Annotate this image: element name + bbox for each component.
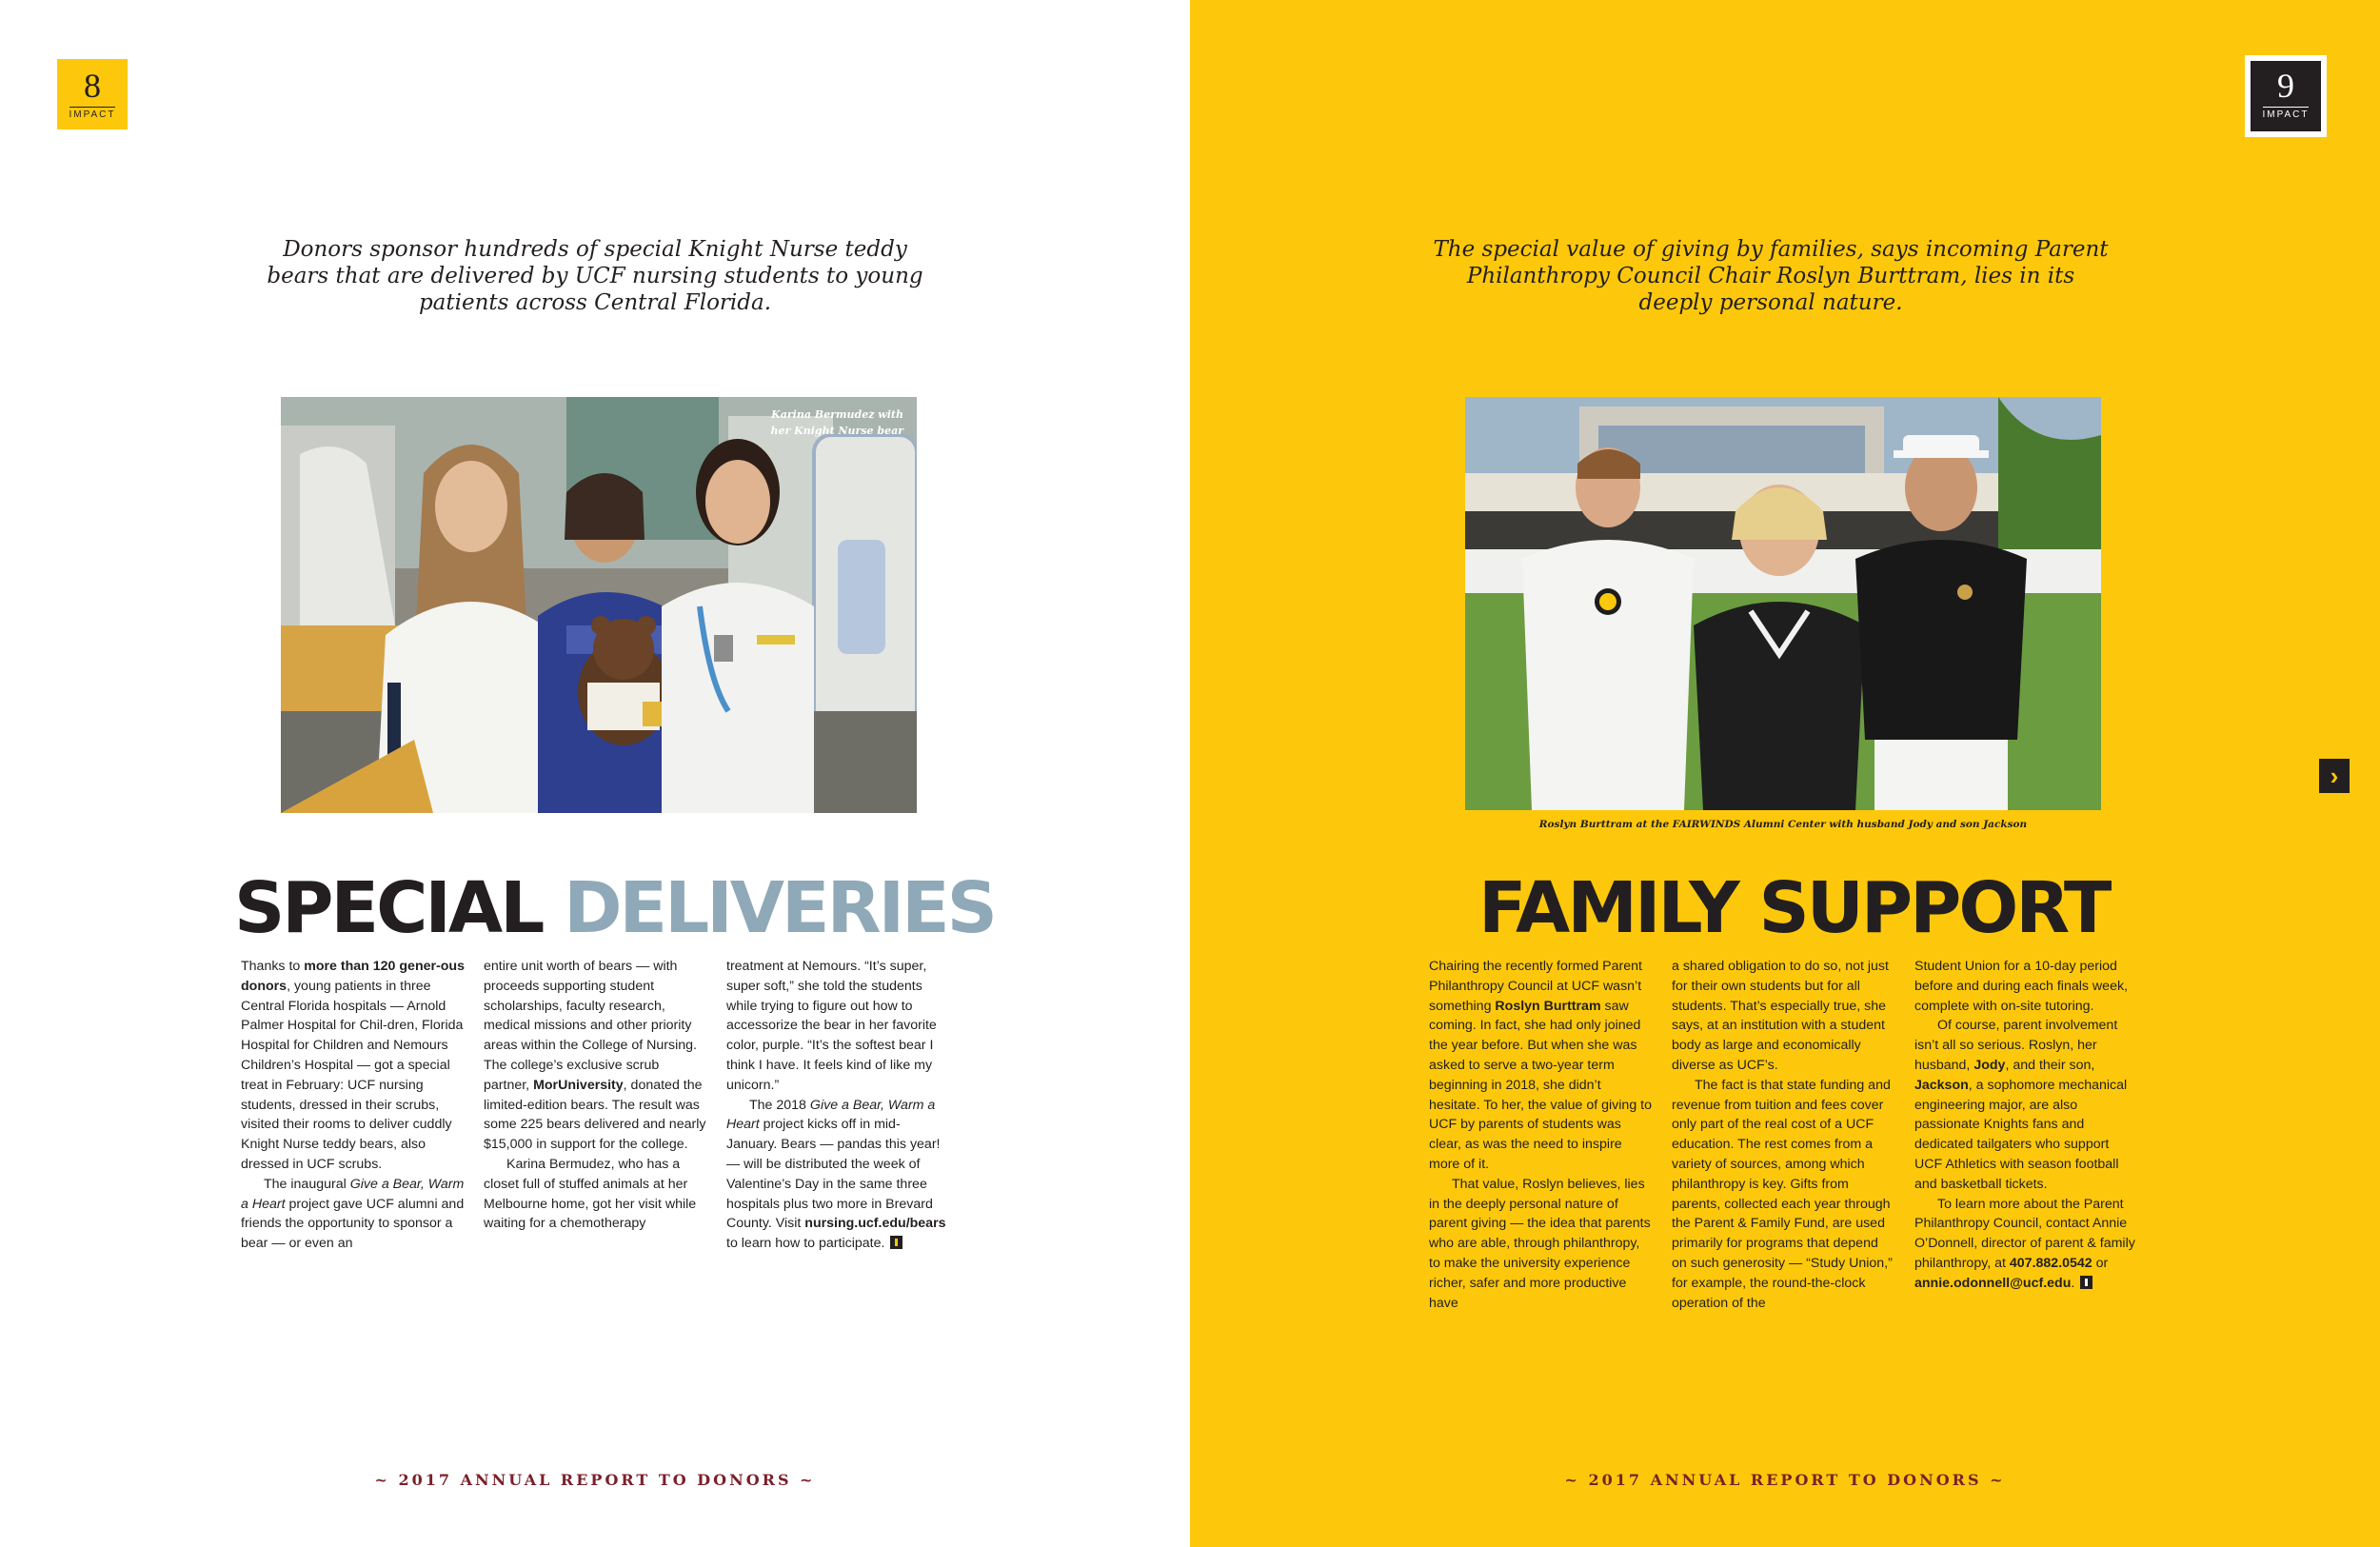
text-run: To learn more about the Parent Philanthropy Council, contact Annie O’Donnell, director of parent & family philanthropy, at <box>1914 1196 2135 1271</box>
end-of-story-icon <box>890 1236 902 1249</box>
italic-text: Give a Bear, Warm a Heart <box>241 1176 465 1212</box>
section-label: IMPACT <box>2262 109 2310 120</box>
paragraph <box>1914 957 2139 1016</box>
text-run: to learn how to participate. <box>726 1236 885 1252</box>
family-photo <box>1465 397 2101 810</box>
text-run: or <box>2092 1255 2109 1271</box>
text-column-1 <box>241 957 466 1254</box>
text-run: The fact is that state funding and revenue from tuition and fees cover only part of the real cost of a UCF education. The rest comes from a variety of sources, among which philanthropy is key. Gifts from parents, collected each year through the Parent & Family Fund, are used primarily for programs that depend on such generosity — “Study Union,” for example, the round-the-clock operation of the <box>1672 1077 1893 1311</box>
nurse-bear-photo <box>281 397 917 813</box>
page-number-badge-left <box>57 59 128 129</box>
italic-text: Give a Bear, Warm a Heart <box>726 1097 936 1133</box>
text-run: That value, Roslyn believes, lies in the deeply personal nature of parent giving — the idea that parents who are able, through philanthropy, to make the university experience richer, safer and more productive have <box>1429 1176 1651 1311</box>
footer-running-title: ~ 2017 ANNUAL REPORT TO DONORS ~ <box>374 1471 816 1489</box>
page-number: 8 <box>84 67 101 105</box>
text-run: project kicks off in mid-January. Bears — pandas this year! — will be distributed the week of Valentine’s Day in the same three hospitals plus two more in Brevard County. Visit <box>726 1117 941 1232</box>
hospital-room-illustration <box>281 397 917 813</box>
chevron-right-icon: › <box>2330 762 2339 790</box>
paragraph <box>241 957 466 1175</box>
paragraph <box>1672 1076 1896 1314</box>
paragraph <box>1914 1016 2139 1194</box>
text-run: , and their son, <box>2005 1057 2095 1073</box>
text-run: , a sophomore mechanical engineering major, are also passionate Knights fans and dedicated tailgaters who support UCF Athletics with season football and basketball tickets. <box>1914 1077 2128 1192</box>
page-number: 9 <box>2277 67 2294 105</box>
section-label: IMPACT <box>69 109 116 120</box>
paragraph <box>1429 1175 1654 1314</box>
paragraph <box>1914 1195 2139 1294</box>
paragraph <box>241 1175 466 1254</box>
badge-divider <box>2263 107 2309 108</box>
headline-dark: SPECIAL <box>234 867 543 949</box>
paragraph <box>484 957 708 1155</box>
paragraph <box>484 1155 708 1234</box>
family-outdoor-illustration <box>1465 397 2101 810</box>
paragraph <box>1672 957 1896 1076</box>
text-column-2 <box>484 957 708 1254</box>
headline <box>234 867 995 949</box>
text-run: Thanks to <box>241 959 305 974</box>
end-of-story-icon <box>2080 1276 2092 1289</box>
article-dek: The special value of giving by families, says incoming Parent Philanthropy Council Chair Roslyn Burttram, lies in its deeply personal nature. <box>1433 237 2109 315</box>
text-run: The inaugural <box>264 1176 350 1192</box>
text-run: saw coming. In fact, she had only joined the year before. But when she was asked to serve a two-year term beginning in 2018, she didn’t hesitate. To her, the value of giving to UCF by parents of students was clear, as was the need to inspire more of it. <box>1429 998 1652 1172</box>
text-run: , young patients in three Central Florida hospitals — Arnold Palmer Hospital for Chil-dren, Florida Hospital for Children and Nemours Children’s Hospital — got a special treat in February: UCF nursing students, dressed in their scrubs, visited their rooms to deliver cuddly Knight Nurse teddy bears, also dressed in UCF scrubs. <box>241 978 464 1172</box>
bold-text: more than 120 gener-ous donors <box>241 959 465 994</box>
bold-text: 407.882.0542 <box>2009 1255 2092 1271</box>
badge-divider <box>69 107 115 108</box>
text-run: Student Union for a 10-day period before and during each finals week, complete with on-site tutoring. <box>1914 959 2128 1014</box>
next-page-button[interactable] <box>2319 759 2350 793</box>
bold-text: annie.odonnell@ucf.edu <box>1914 1275 2072 1291</box>
text-run: treatment at Nemours. “It’s super, super soft,” she told the students while trying to figure out how to accessorize the bear in her favorite color, purple. “It’s the softest bear I think I have. It feels kind of like my unicorn.” <box>726 959 937 1093</box>
bold-text: MorUniversity <box>533 1077 624 1093</box>
text-column-3 <box>726 957 951 1254</box>
headline: FAMILY SUPPORT <box>1478 867 2110 949</box>
text-run: a shared obligation to do so, not just for their own students but for all students. That’s especially true, she says, at an institution with a student body as large and economically diverse as UCF’s. <box>1672 959 1889 1073</box>
text-run: The 2018 <box>749 1097 810 1113</box>
bold-text: Jackson <box>1914 1077 1969 1093</box>
text-column-1 <box>1429 957 1654 1313</box>
page-number-badge-right <box>2245 55 2327 137</box>
article-body <box>241 957 964 1254</box>
text-run: . <box>2071 1275 2075 1291</box>
paragraph <box>1429 957 1654 1175</box>
article-dek: Donors sponsor hundreds of special Knight Nurse teddy bears that are delivered by UCF nursing students to young patients across Central Florida. <box>267 237 923 315</box>
article-body <box>1429 957 2152 1313</box>
headline-accent: DELIVERIES <box>564 867 995 949</box>
text-column-2 <box>1672 957 1896 1313</box>
text-run: entire unit worth of bears — with proceeds supporting student scholarships, faculty research, medical missions and other priority areas within the College of Nursing. The college’s exclusive scrub partner, <box>484 959 697 1093</box>
text-run: Chairing the recently formed Parent Philanthropy Council at UCF wasn’t something <box>1429 959 1642 1014</box>
paragraph <box>726 957 951 1096</box>
text-run: Karina Bermudez, who has a closet full of stuffed animals at her Melbourne home, got her visit while waiting for a chemotherapy <box>484 1156 697 1232</box>
paragraph <box>726 1096 951 1254</box>
text-run: Of course, parent involvement isn’t all so serious. Roslyn, her husband, <box>1914 1018 2118 1073</box>
bold-text: nursing.ucf.edu/bears <box>804 1216 946 1232</box>
text-column-3 <box>1914 957 2139 1313</box>
bold-text: Jody <box>1973 1057 2006 1073</box>
bold-text: Roslyn Burttram <box>1495 998 1601 1014</box>
photo-tag: Karina Bermudez with her Knight Nurse bear <box>770 408 903 437</box>
footer-running-title: ~ 2017 ANNUAL REPORT TO DONORS ~ <box>1564 1471 2006 1489</box>
photo-caption: Roslyn Burttram at the FAIRWINDS Alumni Center with husband Jody and son Jackson <box>1538 819 2028 830</box>
text-run: , donated the limited-edition bears. The result was some 225 bears delivered and nearly $15,000 in support for the college. <box>484 1077 706 1153</box>
text-run: project gave UCF alumni and friends the opportunity to sponsor a bear — or even an <box>241 1196 465 1252</box>
